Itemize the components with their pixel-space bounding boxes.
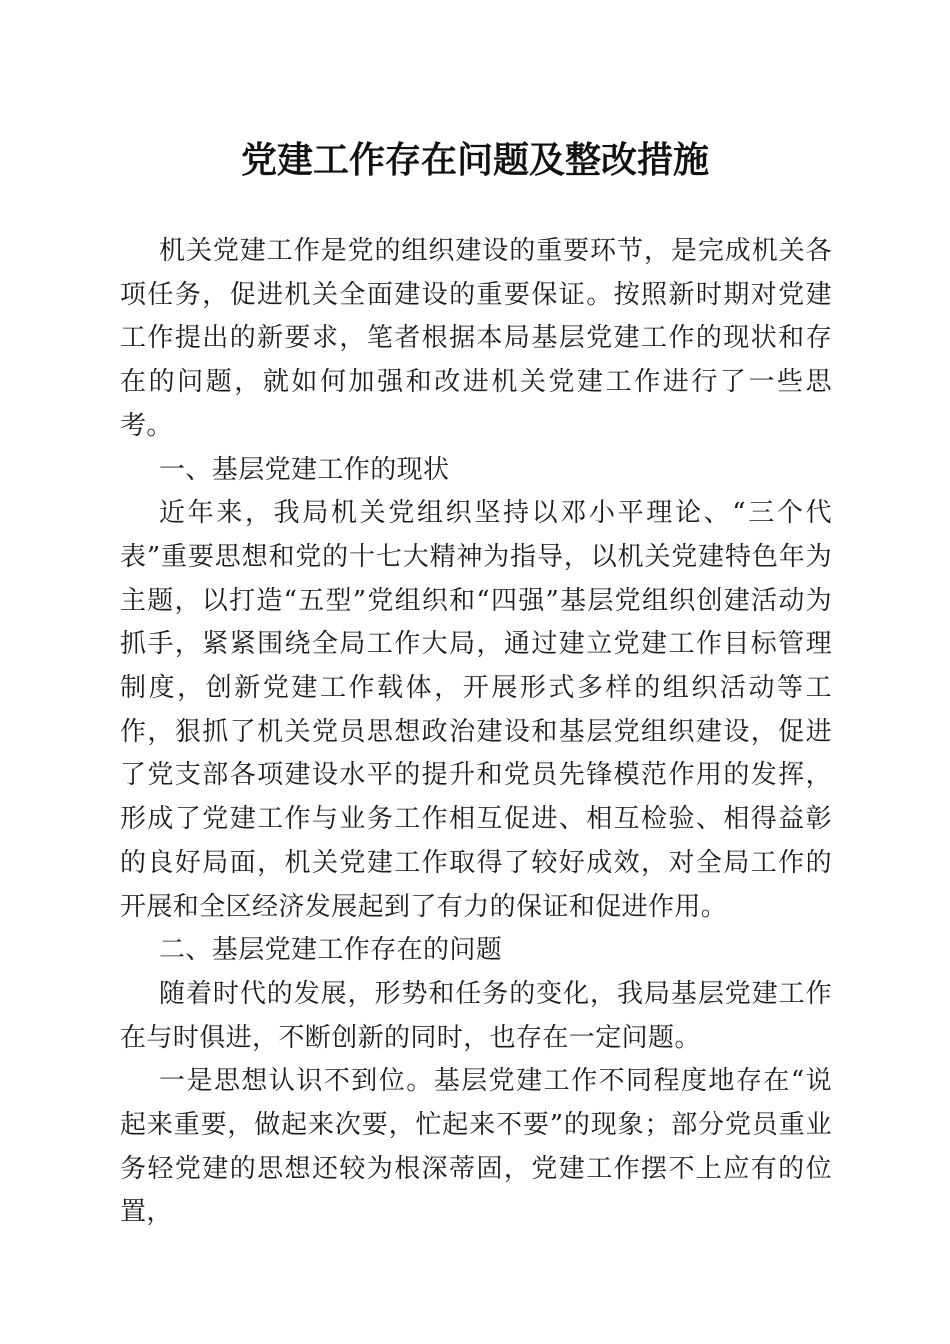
document-body [120,230,832,1235]
section-heading-problems: 二、基层党建工作存在的问题 [159,935,503,966]
intro-paragraph: 机关党建工作是党的组织建设的重要环节，是完成机关各项任务，促进机关全面建设的重要保证。按照新时期对党建工作提出的新要求，笔者根据本局基层党建工作的现状和存在的问题，就如何加强和改进机关党建工作进行了一些思考。 [120,236,832,441]
document-title: 党建工作存在问题及整改措施 [240,139,709,181]
section-heading-status: 一、基层党建工作的现状 [159,454,450,485]
problem-one-paragraph: 一是思想认识不到位。基层党建工作不同程度地存在“说起来重要，做起来次要，忙起来不要”的现象；部分党员重业务轻党建的思想还较为根深蒂固，党建工作摆不上应有的位置， [120,1066,832,1228]
problems-intro-paragraph: 随着时代的发展，形势和任务的变化，我局基层党建工作在与时俱进，不断创新的同时，也存在一定问题。 [120,978,832,1053]
status-paragraph: 近年来，我局机关党组织坚持以邓小平理论、“三个代表”重要思想和党的十七大精神为指导，以机关党建特色年为主题，以打造“五型”党组织和“四强”基层党组织创建活动为抓手，紧紧围绕全局工作大局，通过建立党建工作目标管理制度，创新党建工作载体，开展形式多样的组织活动等工作，狠抓了机关党员思想政治建设和基层党组织建设，促进了党支部各项建设水平的提升和党员先锋模范作用的发挥，形成了党建工作与业务工作相互促进、相互检验、相得益彰的良好局面，机关党建工作取得了较好成效，对全局工作的开展和全区经济发展起到了有力的保证和促进作用。 [120,498,832,922]
